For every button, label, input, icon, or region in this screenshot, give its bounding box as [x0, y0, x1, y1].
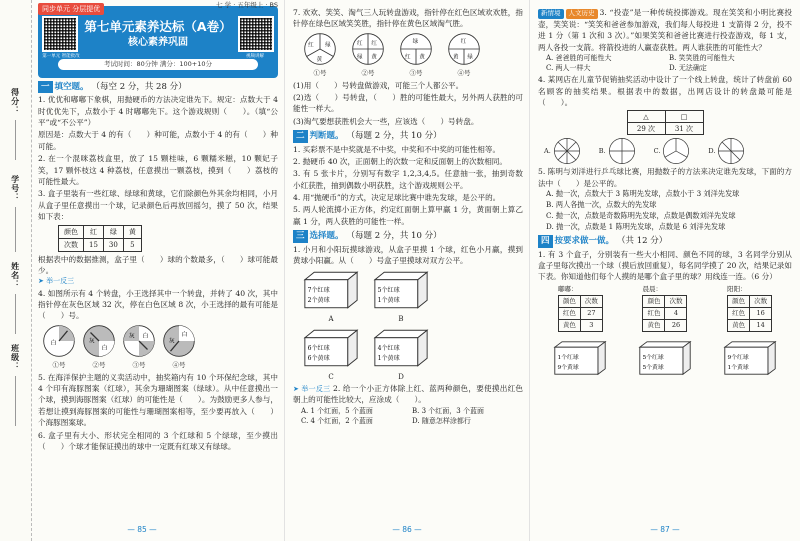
qr-code-right[interactable]: [238, 16, 274, 52]
question-5: 5. 在海洋保护主题的义卖活动中，抽奖箱内有 10 个环保纪念球，其中 4 个印有海豚图案（红球），其余为珊瑚图案（绿球）。从中任意摸出一个球，摸到海豚图案（红球）的可能性是（ ）。为鼓励更多人参与，若想让摸到海豚图案的可能性与珊瑚图案相等，至少要再放入（ ）个海豚图案球。: [38, 372, 278, 428]
spinner-3-d: D.: [708, 137, 745, 165]
page3-content: 新情境 人文历史 3. “投壶”是一种传统投掷游戏。现在笑笑和小明比赛投壶，笑笑说：“笑笑和爸爸参加游戏，我们每人每投进 1 支箭得 2 分，投不进 1 分（第 1 次和 3 次）。”如果笑笑和爸爸比赛进行投壶游戏，每 1 支，两人各投一支箭。将箭投进的人赢壶获胜。两人谁获胜的可能性大？ A. 爸爸胜的可能性大 B. 笑笑胜的可能性大 C. 两人一样大 D. 无法确定 4. 某网店在儿童节促销抽奖活动中设计了一个线上转盘，统计了转盘前 60 名顾客的抽奖结果。根据表中的数据，出网店设计的转盘最可能是（ ）。 △ □ 29 次 31 次 A. B. C. D. 5. 陈明与刘洋进行乒乓球比赛，用抛数子的方法来决定谁先发球，下面的方法中（ ）是公平的。 A. 抛一次，点数大于 3 陈明先发球，点数小于 3 刘洋先发球 B. 两人各抛一次，点数大的先发球 C. 抛一次，点数是奇数陈明先发球，点数是偶数刘洋先发球 D. 抛一次，点数是 1 陈明先发球，点数是 6 刘洋先发球 四 按要求做一做。 （共 12 分） 1. 有 3 个盒子，分别装有一些大小相同、颜色不同的球，3 名同学分别从盒子里每次摸出一个球（摸后放回重复），每名同学摸了 20 次，结果记录如下表。你知道他们每个人摸的是哪个盒子里的球？用线连一连。（6 分） 嘟嘟： 颜色 次数 红色 27 黄色 3 晨晨： 颜色 次数 红色 4 黄色 26 阳阳： 颜色 次数 红色 16 黄色 14 1个红球 9个黄球 5个红球 5个黄球 9个红球 1个黄球: [538, 6, 792, 376]
question-7-2: (2)选（ ）号转盘，（ ）胜的可能性最大，另外两人获胜的可能性一样大。: [293, 93, 523, 114]
question-4-spinner: 4. 某网店在儿童节促销抽奖活动中设计了一个线上转盘，统计了转盘前 60 名顾客的抽奖结果。根据表中的数据，出网店设计的转盘最可能是（ ）。: [538, 75, 792, 107]
exam-header: 同步单元 分层提优 第一单元 智能批改 第七单元素养达标（A卷） 核心素养巩固 视频讲解 考试时间：80分钟 满分：100+10分: [38, 6, 278, 78]
svg-text:绿: 绿: [356, 54, 363, 61]
svg-text:4个红球: 4个红球: [377, 344, 400, 352]
page-number-85: — 85 —: [127, 525, 157, 535]
question-4-1: 1. 有 3 个盒子，分别装有一些大小相同、颜色不同的球，3 名同学分别从盒子里每次摸出一个球（摸后放回重复），每名同学摸了 20 次，结果记录如下表。你知道他们每个人摸的是哪个盒子里的球？用线连一连。（6 分）: [538, 249, 792, 282]
question-5-pingpong: 5. 陈明与刘洋进行乒乓球比赛，用抛数子的方法来决定谁先发球，下面的方法中（ ）是公平的。: [538, 167, 792, 188]
svg-text:红: 红: [460, 38, 467, 45]
svg-text:灰: 灰: [88, 337, 95, 345]
svg-text:2个黄球: 2个黄球: [307, 297, 330, 305]
svg-text:5个红球: 5个红球: [377, 287, 400, 295]
question-3-answer: 根据表中的数据推测，盒子里（ ）球的个数最多，（ ）球可能最少。: [38, 254, 278, 275]
svg-text:1个黄球: 1个黄球: [377, 297, 400, 305]
svg-text:1个黄球: 1个黄球: [377, 355, 400, 363]
ball-count-table: 颜色 红 绿 黄 次数 15 30 5: [58, 225, 142, 252]
spinner-2-1: 红 绿 黄 ①号: [303, 32, 337, 79]
judge-1: 1. 买彩票不是中奖就是不中奖，中奖和不中奖的可能性相等。: [293, 144, 501, 154]
unit-badge: 同步单元 分层提优: [38, 3, 104, 15]
exam-title: 第七单元素养达标（A卷）: [84, 19, 232, 34]
spinner-row-3: [544, 137, 792, 165]
svg-text:白: 白: [142, 332, 149, 340]
spinner-3: 灰 白 ③号: [122, 324, 156, 371]
svg-text:9个红球: 9个红球: [727, 355, 749, 362]
svg-text:6个红球: 6个红球: [307, 344, 330, 352]
section-3-heading: 三 选择题。 （每题 2 分，共 10 分）: [293, 230, 523, 242]
question-3-options: A. 爸爸胜的可能性大 B. 笑笑胜的可能性大 C. 两人一样大 D. 无法确定: [546, 53, 735, 73]
svg-text:红: 红: [371, 40, 377, 47]
box-b: 5个红球 1个黄球 B: [373, 270, 429, 324]
spinner-4: 灰 白 ④号: [162, 324, 196, 371]
page-left: [0, 0, 285, 541]
svg-text:5个红球: 5个红球: [642, 355, 664, 362]
choice-2: 2. 给一个小正方体除上红、蓝两种颜色，要使摸出红色朝上的可能性比较大，应涂成（ ）。: [293, 383, 524, 405]
grade-label: 七 学 · 五年级上 · BS: [216, 1, 278, 9]
answer-boxes: [538, 340, 792, 376]
svg-text:黄: 黄: [371, 54, 377, 61]
answer-box-1: [551, 340, 609, 376]
spinner-3-c: C.: [654, 137, 691, 165]
ball-boxes: [303, 270, 523, 324]
spinner-2-3: 绿 红 黄 ③号: [399, 32, 433, 79]
svg-text:绿: 绿: [412, 38, 419, 45]
class-label: 班级：: [10, 344, 20, 371]
svg-text:白: 白: [101, 344, 108, 352]
results-tables: [538, 285, 792, 332]
question-4: 4. 如图所示有 4 个转盘，小王选择其中一个转盘，并转了 40 次，其中指针停在灰色区域 32 次，停在白色区域 8 次，小王选择的最有可能是（ ）号。: [38, 288, 278, 321]
spinner-3-a: A.: [544, 137, 581, 165]
extension-link[interactable]: ➤ 举一反三: [38, 277, 75, 286]
page-number-86: — 86 —: [392, 525, 422, 535]
exam-info: 考试时间：80分钟 满分：100+10分: [58, 59, 258, 70]
svg-text:红: 红: [356, 40, 363, 47]
spinner-1: 白 ①号: [42, 324, 76, 371]
question-7-1: (1)用（ ）号转盘做游戏，可能三个人都公平。: [293, 80, 464, 90]
page-right: [530, 0, 800, 541]
choice-2-options: A. 1 个红面，5 个蓝面 B. 3 个红面，3 个蓝面 C. 4 个红面，2 个蓝面 D. 随意怎样涂都行: [301, 406, 484, 425]
section-2-heading: 二 判断题。 （每题 2 分，共 10 分）: [293, 130, 523, 142]
spinner-2-2: 红 红 绿 黄 ②号: [351, 32, 385, 79]
answer-box-3: [721, 340, 779, 376]
svg-text:黄: 黄: [452, 54, 459, 61]
spinner-2-4: 红 黄 绿 ④号: [447, 32, 481, 79]
page-middle: [285, 0, 530, 541]
choice-1: 1. 小月和小阳玩摸球游戏，从盒子里摸 1 个球，红色小月赢，摸到黄球小阳赢。从（ ）号盒子里摸球对双方公平。: [293, 244, 523, 265]
svg-text:白: 白: [50, 339, 57, 347]
judge-5: 5. 两人轮流掷小正方体，约定红面朝上算甲赢 1 分，黄面朝上算乙赢 1 分，两人获胜的可能性一样。: [293, 205, 523, 226]
judge-4: 4. 用“抛硬币”的方式，决定足球比赛中谁先发球，是公平的。: [293, 193, 501, 203]
question-1-reason: 原因是：点数大于 4 的有（ ）种可能，点数小于 4 的有（ ）种可能。: [38, 130, 278, 151]
answer-box-2: [636, 340, 694, 376]
spinner-2: 白 灰 ②号: [82, 324, 116, 371]
svg-text:9个黄球: 9个黄球: [557, 365, 580, 372]
spinner-row-1: [42, 324, 278, 371]
result-table-3: 阳阳： 颜色 次数 红色 16 黄色 14: [727, 285, 772, 332]
question-3-pot-throwing: 新情境 人文历史 3. “投壶”是一种传统投掷游戏。现在笑笑和小明比赛投壶，笑笑说：“笑笑和爸爸参加游戏，我们每人每投进 1 支箭得 2 分，投不进 1 分（第 1 次和 3 次）。”如果笑笑和爸爸比赛进行投壶游戏，每 1 支，两人各投一支箭。将箭投进的人赢壶获胜。两人谁获胜的可能性大？: [538, 8, 792, 52]
question-2: 2. 在一个混咪荔枝盒里，放了 15 颗桂味，6 颗糯米糍，10 颗妃子笑，17 颗怀枝这 4 种荔枝，任意摸出一颗荔枝，摸到（ ）荔枝的可能性最大。: [38, 154, 278, 187]
svg-text:白: 白: [181, 330, 188, 338]
question-7-3: (3)淘气要想获胜机会大一些，应该选（ ）号转盘。: [293, 116, 479, 126]
svg-text:绿: 绿: [325, 42, 331, 49]
svg-text:灰: 灰: [168, 337, 175, 345]
section-1-heading: 一 填空题。 （每空 2 分，共 28 分）: [38, 81, 278, 93]
result-table-2: 晨晨： 颜色 次数 红色 4 黄色 26: [642, 285, 687, 332]
box-a: 7个红球 2个黄球 A: [303, 270, 359, 324]
svg-text:1个红球: 1个红球: [557, 355, 580, 362]
ball-boxes-2: [303, 328, 523, 382]
score-label: 得分：: [10, 88, 20, 115]
svg-text:1个黄球: 1个黄球: [727, 365, 749, 372]
box-d: 4个红球 1个黄球 D: [373, 328, 429, 382]
svg-text:红: 红: [308, 42, 314, 49]
page2-content: [293, 6, 523, 426]
question-1: 1. 优优和嘟嘟下象棋，用抛硬币的方法决定谁先下。规定：点数大于 4 时优优先下，点数小于 4 时嘟嘟先下。这个游戏规则（ ）。（填“公平”或“不公平”）: [38, 95, 278, 128]
section-4-heading: 四 按要求做一做。 （共 12 分）: [538, 235, 792, 247]
exam-subtitle: 核心素养巩固: [128, 37, 188, 48]
svg-text:5个黄球: 5个黄球: [642, 365, 664, 372]
spinner-3-b: B.: [599, 137, 636, 165]
spinner-row-2: [303, 32, 523, 79]
page-number-87: — 87 —: [650, 525, 680, 535]
svg-text:红: 红: [404, 54, 411, 61]
svg-text:7个红球: 7个红球: [307, 287, 330, 295]
svg-text:黄: 黄: [316, 56, 323, 63]
lottery-table: △ □ 29 次 31 次: [627, 110, 704, 135]
question-6: 6. 盒子里有大小、形状完全相同的 3 个红球和 5 个绿球，至少摸出（ ）个球才能保证摸出的球中一定既有红球又有绿球。: [38, 430, 278, 451]
judge-3: 3. 有 5 张卡片，分别写有数字 1,2,3,4,5。任意抽一张，抽到奇数小红获胜，抽到偶数小明获胜，这个游戏规则公平。: [293, 169, 523, 190]
box-c: 6个红球 6个黄球 C: [303, 328, 359, 382]
svg-text:绿: 绿: [467, 54, 473, 61]
page1-content: [38, 1, 278, 452]
question-3: 3. 盒子里装有一些红球、绿球和黄球，它们除颜色外其余均相同，小月从盒子里任意摸出一个球，记录颜色后再放回摇匀，摸了 50 次，结果如下表：: [38, 189, 278, 222]
svg-text:黄: 黄: [419, 54, 425, 61]
name-label: 姓名：: [10, 262, 20, 289]
student-info-sidebar: [0, 0, 32, 541]
svg-text:6个黄球: 6个黄球: [307, 355, 330, 363]
student-id-label: 学号：: [10, 175, 20, 202]
svg-text:灰: 灰: [128, 332, 135, 340]
question-7: 7. 欢欢、笑笑、淘气三人玩转盘游戏，指针停在红色区域欢欢胜，指针停在绿色区域笑笑胜，指针停在黄色区域淘气胜。: [293, 8, 523, 29]
result-table-1: 嘟嘟： 颜色 次数 红色 27 黄色 3: [558, 285, 603, 332]
extension-link-2[interactable]: ➤ 举一反三: [293, 384, 331, 393]
judge-2: 2. 抛硬币 40 次，正面朝上的次数一定和反面朝上的次数相同。: [293, 156, 507, 166]
